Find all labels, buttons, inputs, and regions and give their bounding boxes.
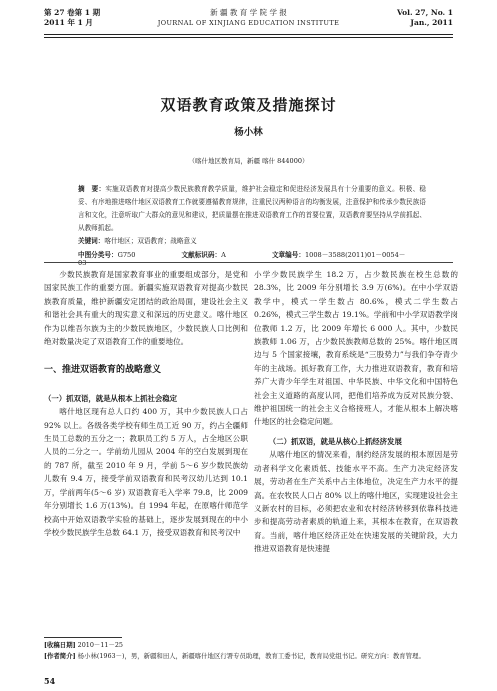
body-paragraph: 小学少数民族学生 18.2 万，占少数民族在校生总数的 28.3%，比 2009 年分别增长 3.9 万(6%)。在中小学双语教学中，模式一学生数占 80.6%，模式二学生数占 0.26%，模式三学生数占 19.1%。学前和中小学双语教学岗位教师 1.2 万，比 2009 年增长 6 000 人。其中，少数民族教师 1.06 万，占少数民族教师总数的 25%。喀什地区周边与 5 个国家接壤，教育系统是“三股势力”与我们争夺青少年的主战场。抓好教育工作，大力推进双语教育，教育和培养广大青少年学生对祖国、中华民族、中华文化和中国特色社会主义道路的高度认同，把他们培养成为反对民族分裂、维护祖国统一的社会主义合格接班人，才能从根本上解决喀什地区的社会稳定问题。 (254, 270, 458, 427)
abstract-rule (44, 262, 453, 263)
article-no-value: 1008－3588(2011)01－0054－03 (78, 251, 406, 267)
received-label: [收稿日期] (44, 641, 76, 649)
clc-code (78, 251, 157, 259)
received-date (44, 640, 454, 651)
body-paragraph: 从喀什地区的情况来看，制约经济发展的根本原因是劳动者科学文化素质低、技能水平不高。生产力决定经济发展，劳动者在生产关系中占主体地位，决定生产力水平的提高。在农牧民人口占 80% 以上的喀什地区，实现建设社会主义新农村的目标，必须把农业和农村经济转移到依靠科技进步和提高劳动者素质的轨道上来，其根本在教育，在双语教育。当前，喀什地区经济正处在快速发展的关键阶段，大力推进双语教育是快速提 (254, 450, 458, 554)
article-title: 双语教育政策及措施探讨 (160, 96, 337, 114)
volume-issue-en: Vol. 27, No. 1 (396, 8, 453, 17)
right-column (254, 268, 458, 556)
volume-issue: 第 27 卷第 1 期 (44, 8, 101, 17)
page-number: 54 (44, 676, 56, 686)
subsection-heading-2: （二）抓双语，就是从核心上抓经济发展 (268, 436, 402, 446)
author-bio-label: [作者简介] (44, 652, 76, 660)
keywords (78, 235, 197, 245)
subsection-heading-1: （一）抓双语，就是从根本上抓社会稳定 (44, 393, 178, 403)
body-paragraph: 喀什地区现有总人口约 400 万，其中少数民族人口占 92% 以上。各级各类学校有师生员工近 90 万，约占全疆师生员工总数的五分之一；教职员工约 5 万人，占全地区公职人员的二分之一。学前幼儿园从 2004 年的空白发展到现在的 787 所，截至 2010 年 9 月，学前 5～6 岁少数民族幼儿数有 9.4 万，接受学前双语教育和民考汉幼儿达到 10.1 万，学前两年(5～6 岁) 双语教育毛入学率 79.8，比 2009 年分别增长 1.6 万(13%)。自 1994 年起，在原喀什师范学校高中开始双语教学实验的基础上，逐步发展到现在的中小学校少数民族学生总数 64.1 万，接受双语教育和民考汉中 (44, 407, 248, 537)
intro-paragraph: 少数民族教育是国家教育事业的重要组成部分，是党和国家民族工作的重要方面。新疆实施双语教育对提高少数民族教育质量，维护新疆安定团结的政治局面，建设社会主义和谐社会具有重大的现实意义和深远的历史意义。喀什地区作为以维吾尔族为主的少数民族地区，少数民族人口比例和绝对数量决定了双语教育工作的重要地位。 (44, 270, 248, 347)
header-rule-thin (44, 37, 453, 38)
abstract-text: 实施双语教育对提高少数民族教育教学质量，维护社会稳定和促进经济发展具有十分重要的意义。积极、稳妥、有序地推进喀什地区双语教育工作就要遵循教育规律，注重民汉两种语言的均衡发展，注意保护和传承少数民族语言和文化，注意听取广大群众的意见和建议，把质量摆在推进双语教育工作的首要位置，双语教育要坚持从学前抓起、从教师抓起。 (78, 185, 426, 232)
classification-line (78, 249, 426, 267)
left-column (44, 268, 248, 539)
section-heading-1: 一、推进双语教育的战略意义 (44, 365, 162, 376)
document-code (182, 251, 248, 259)
abstract-label: 摘 要： (78, 185, 106, 193)
keywords-text: 喀什地区；双语教育；战略意义 (104, 237, 197, 245)
issue-date-en: Jan., 2011 (410, 18, 453, 27)
article-no-label: 文章编号： (271, 251, 305, 259)
doc-code-label: 文献标识码： (181, 251, 222, 259)
doc-code-value: A (221, 251, 226, 259)
issue-date: 2011 年 1 月 (44, 18, 93, 27)
clc-value: G750 (117, 251, 136, 259)
abstract (78, 183, 426, 235)
footnote-rule (44, 637, 122, 638)
author-bio (44, 651, 454, 662)
header-rule (44, 34, 453, 35)
footnotes (44, 640, 454, 662)
journal-name-cn: 新 疆 教 育 学 院 学 报 (210, 8, 287, 17)
author-bio-value: 杨小林(1963－)，男，新疆和田人，新疆喀什地区行署专员助理，教育工委书记，教育局党组书记。研究方向：教育管理。 (77, 652, 425, 660)
article-author: 杨小林 (234, 127, 263, 138)
journal-name-en: JOURNAL OF XINJIANG EDUCATION INSTITUTE (157, 19, 340, 27)
author-affiliation: （喀什地区教育局，新疆 喀什 844000） (188, 157, 309, 165)
running-header (44, 8, 453, 34)
clc-label: 中图分类号： (78, 251, 118, 259)
issue-info-en (397, 8, 453, 28)
journal-name (44, 8, 453, 28)
keywords-label: 关键词： (78, 237, 105, 245)
received-value: 2010－11－25 (77, 641, 123, 649)
